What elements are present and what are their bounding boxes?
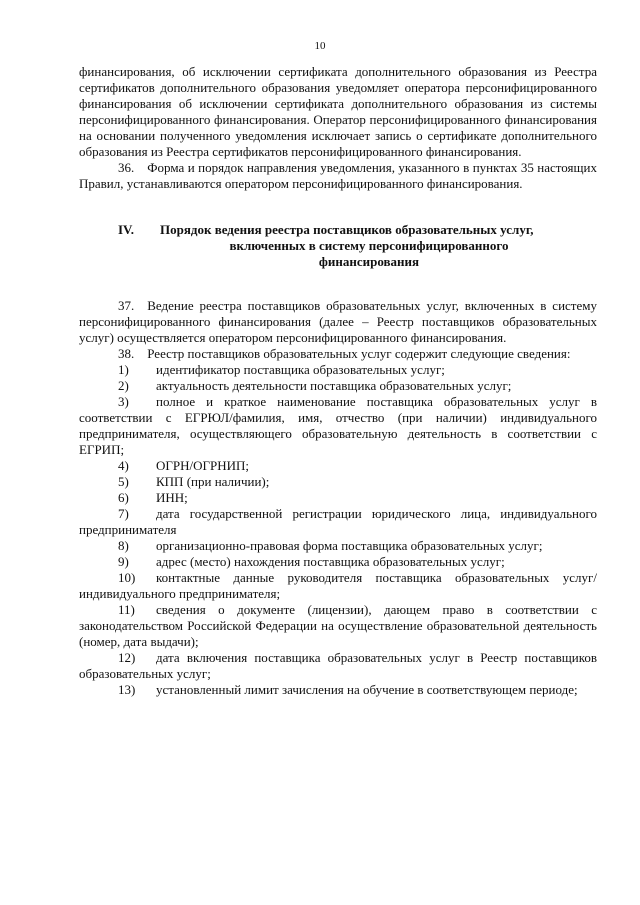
item-number: 1) <box>118 362 129 377</box>
item-text: сведения о документе (лицензии), дающем право в соответствии с законодательством Российской Федерации на осуществление образовательной деятельность (номер, дата выдачи); <box>79 602 597 649</box>
section-heading <box>79 222 597 270</box>
item-text: идентификатор поставщика образовательных услуг; <box>156 362 445 377</box>
item-number: 12) <box>118 650 136 665</box>
section-title-line-1: Порядок ведения реестра поставщиков образовательных услуг, <box>160 222 534 237</box>
item-text: дата включения поставщика образовательных услуг в Реестр поставщиков образовательных услуг; <box>79 650 597 681</box>
list-item <box>79 474 597 490</box>
list-item <box>79 538 597 554</box>
item-number: 5) <box>118 474 129 489</box>
paragraph-intro: финансирования, об исключении сертификата дополнительного образования из Реестра сертификатов дополнительного образования уведомляет оператора персонифицированного финансирования об исключении сертификата дополнительного образования из системы персонифицированного финансирования. Оператор персонифицированного финансирования на основании полученного уведомления исключает запись о сертификате дополнительного образования из Реестра сертификатов персонифицированного финансирования. <box>79 64 597 159</box>
section-numeral: IV. <box>118 222 135 237</box>
item-text: ИНН; <box>156 490 188 505</box>
item-number: 11) <box>118 602 135 617</box>
item-number: 7) <box>118 506 129 521</box>
page-number: 10 <box>314 40 326 52</box>
item-number: 6) <box>118 490 129 505</box>
list-item <box>79 506 597 538</box>
item-number: 10) <box>118 570 136 585</box>
section-title-line-2: включенных в систему персонифицированного <box>229 238 509 253</box>
item-number: 13) <box>118 682 136 697</box>
list-item <box>79 362 597 378</box>
item-list <box>79 362 597 698</box>
list-item <box>79 378 597 394</box>
item-text: организационно-правовая форма поставщика образовательных услуг; <box>156 538 543 553</box>
document-body <box>79 64 597 698</box>
item-number: 9) <box>118 554 129 569</box>
list-item <box>79 394 597 458</box>
item-number: 2) <box>118 378 129 393</box>
paragraph-37: 37. Ведение реестра поставщиков образовательных услуг, включенных в систему персонифицированного финансирования (далее – Реестр поставщиков образовательных услуг) осуществляется оператором персонифицированного финансирования. <box>79 298 597 345</box>
list-item <box>79 602 597 650</box>
paragraph-36: 36. Форма и порядок направления уведомления, указанного в пунктах 35 настоящих Правил, устанавливаются оператором персонифицированного финансирования. <box>79 160 597 191</box>
item-text: контактные данные руководителя поставщика образовательных услуг/ индивидуального предпринимателя; <box>79 570 597 601</box>
list-item <box>79 490 597 506</box>
list-item <box>79 682 597 698</box>
item-number: 4) <box>118 458 129 473</box>
list-item <box>79 458 597 474</box>
section-title-line-3: финансирования <box>318 254 420 269</box>
item-number: 8) <box>118 538 129 553</box>
list-item <box>79 554 597 570</box>
item-text: полное и краткое наименование поставщика образовательных услуг в соответствии с ЕГРЮЛ/фамилия, имя, отчество (при наличии) индивидуального предпринимателя, осуществляющего образовательную деятельность в соответствии с ЕГРИП; <box>79 394 597 457</box>
paragraph-38: 38. Реестр поставщиков образовательных услуг содержит следующие сведения: <box>118 346 571 361</box>
item-text: установленный лимит зачисления на обучение в соответствующем периоде; <box>156 682 578 697</box>
list-item <box>79 650 597 682</box>
item-text: ОГРН/ОГРНИП; <box>156 458 250 473</box>
item-number: 3) <box>118 394 129 409</box>
item-text: адрес (место) нахождения поставщика образовательных услуг; <box>156 554 505 569</box>
item-text: актуальность деятельности поставщика образовательных услуг; <box>156 378 512 393</box>
item-text: КПП (при наличии); <box>156 474 270 489</box>
list-item <box>79 570 597 602</box>
item-text: дата государственной регистрации юридического лица, индивидуального предпринимателя <box>79 506 597 537</box>
